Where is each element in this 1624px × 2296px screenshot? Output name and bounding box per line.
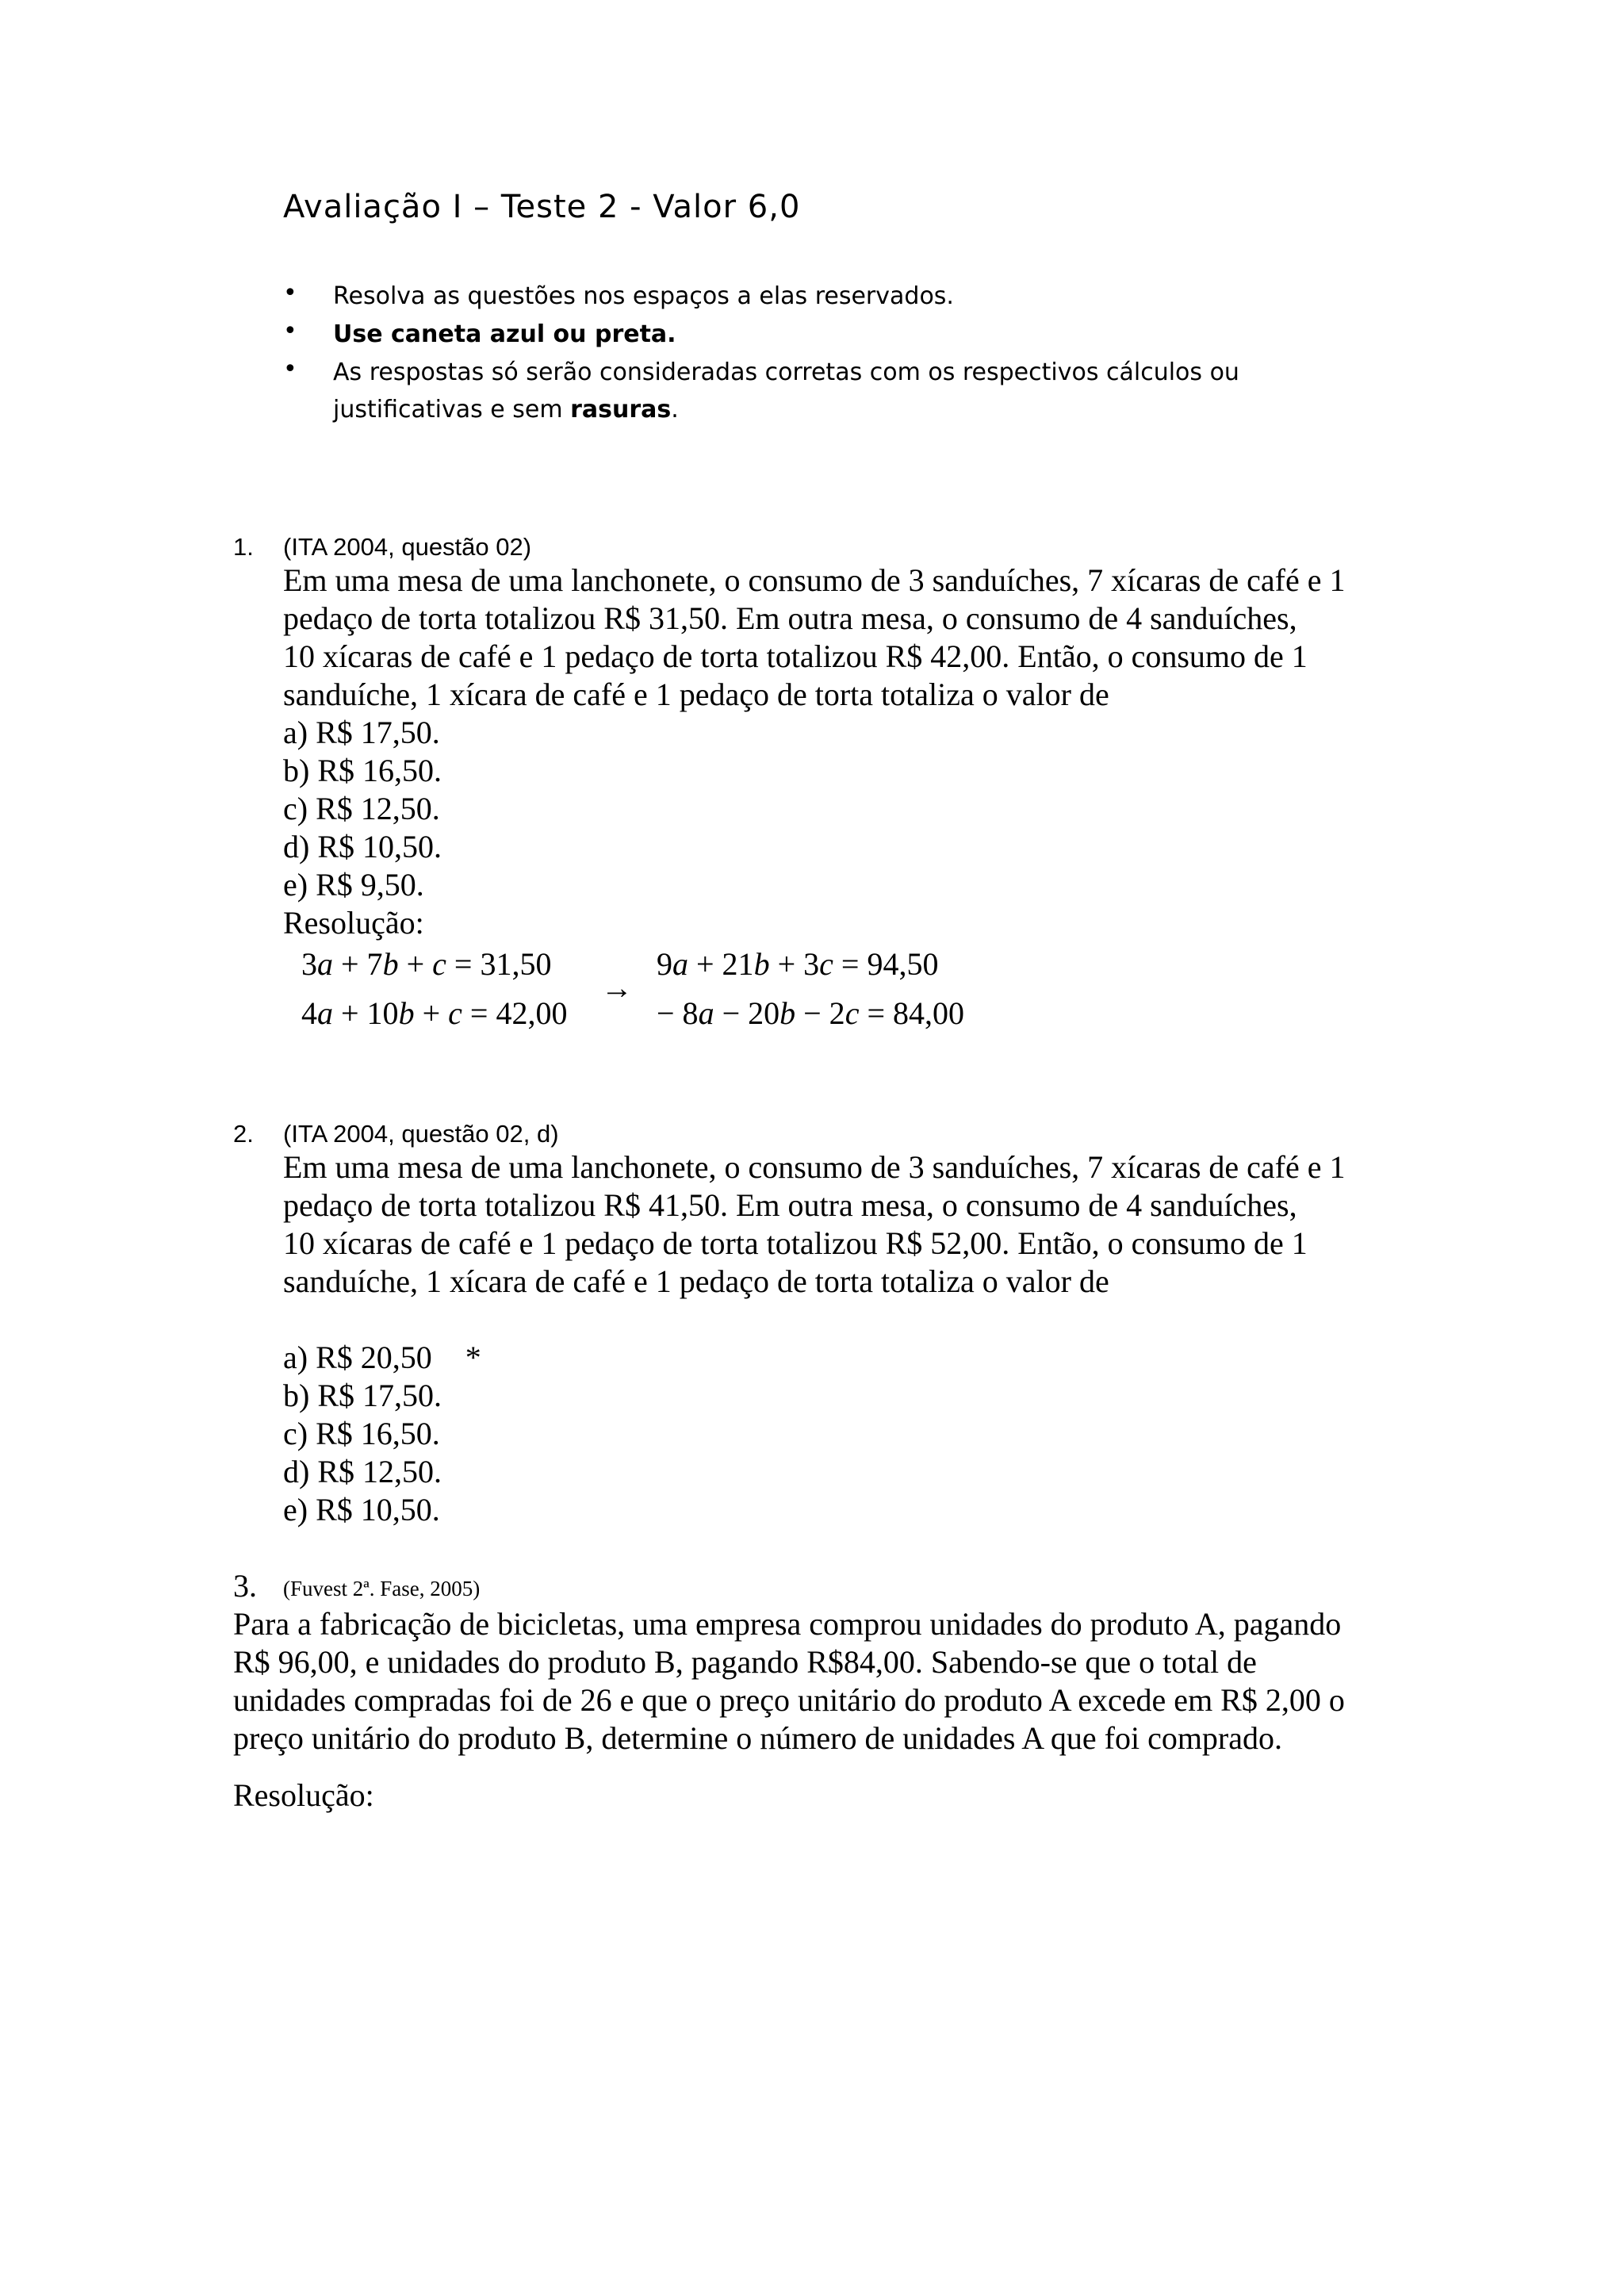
- resolution-label: Resolução:: [233, 1777, 374, 1813]
- question-source: (ITA 2004, questão 02, d): [283, 1120, 559, 1148]
- option-c: c) R$ 16,50.: [283, 1416, 440, 1451]
- question-number: 2.: [233, 1120, 254, 1148]
- question-statement: Para a fabricação de bicicletas, uma empresa comprou unidades do produto A, pagando R$ 96,00, e unidades do produto B, pagando R$84,00. Sabendo-se que o total de unidades compradas foi de 26 e que o preço unitário do produto A excede em R$ 2,00 o preço unitário do produto B, determine o número de unidades A que foi comprado.: [233, 1606, 1345, 1756]
- equation-right-2: − 8a − 20b − 2c = 84,00: [657, 995, 965, 1031]
- question-source: (Fuvest 2ª. Fase, 2005): [283, 1577, 481, 1600]
- instruction-line: As respostas só serão consideradas corretas com os respectivos cálculos ou: [333, 358, 1239, 386]
- bullet-icon: •: [283, 355, 297, 383]
- equation-left-2: 4a + 10b + c = 42,00: [301, 995, 568, 1031]
- option-a: a) R$ 20,50 *: [283, 1340, 481, 1375]
- option-c: c) R$ 12,50.: [283, 791, 440, 826]
- question-number: 3.: [233, 1568, 257, 1604]
- resolution-label: Resolução:: [283, 905, 424, 941]
- instruction-item: Resolva as questões nos espaços a elas reservados.: [333, 282, 954, 310]
- question-source: (ITA 2004, questão 02): [283, 533, 532, 561]
- option-e: e) R$ 9,50.: [283, 867, 424, 903]
- question-number: 1.: [233, 533, 254, 561]
- bullet-icon: •: [283, 279, 297, 307]
- instruction-item: [333, 354, 1239, 428]
- question-statement: Em uma mesa de uma lanchonete, o consumo de 3 sanduíches, 7 xícaras de café e 1 pedaço de torta totalizou R$ 41,50. Em outra mesa, o consumo de 4 sanduíches, 10 xícaras de café e 1 pedaço de torta totalizou R$ 52,00. Então, o consumo de 1 sanduíche, 1 xícara de café e 1 pedaço de torta totaliza o valor de: [283, 1149, 1346, 1299]
- options-list: [283, 1339, 481, 1529]
- question-statement: Em uma mesa de uma lanchonete, o consumo de 3 sanduíches, 7 xícaras de café e 1 pedaço de torta totalizou R$ 31,50. Em outra mesa, o consumo de 4 sanduíches, 10 xícaras de café e 1 pedaço de torta totalizou R$ 42,00. Então, o consumo de 1 sanduíche, 1 xícara de café e 1 pedaço de torta totaliza o valor de a) R$ 17,50. b) R$ 16,50. c) R$ 12,50. d) R$ 10,50. e) R$ 9,50. Resolução:: [283, 562, 1346, 941]
- option-d: d) R$ 10,50.: [283, 829, 442, 864]
- equation-right-1: 9a + 21b + 3c = 94,50: [657, 946, 939, 982]
- equation-left-1: 3a + 7b + c = 31,50: [301, 946, 552, 982]
- option-b: b) R$ 17,50.: [283, 1378, 442, 1413]
- instruction-item: Use caneta azul ou preta.: [333, 320, 676, 348]
- option-a: a) R$ 17,50.: [283, 715, 440, 750]
- page-title: Avaliação I – Teste 2 - Valor 6,0: [283, 189, 801, 225]
- instruction-line: justificativas e sem rasuras.: [333, 396, 679, 424]
- option-b: b) R$ 16,50.: [283, 753, 442, 788]
- emphasis-word: rasuras: [570, 396, 672, 424]
- arrow-icon: →: [601, 970, 633, 1006]
- bullet-icon: •: [283, 317, 297, 345]
- option-d: d) R$ 12,50.: [283, 1454, 442, 1489]
- answer-marker: *: [465, 1340, 481, 1375]
- option-e: e) R$ 10,50.: [283, 1492, 440, 1527]
